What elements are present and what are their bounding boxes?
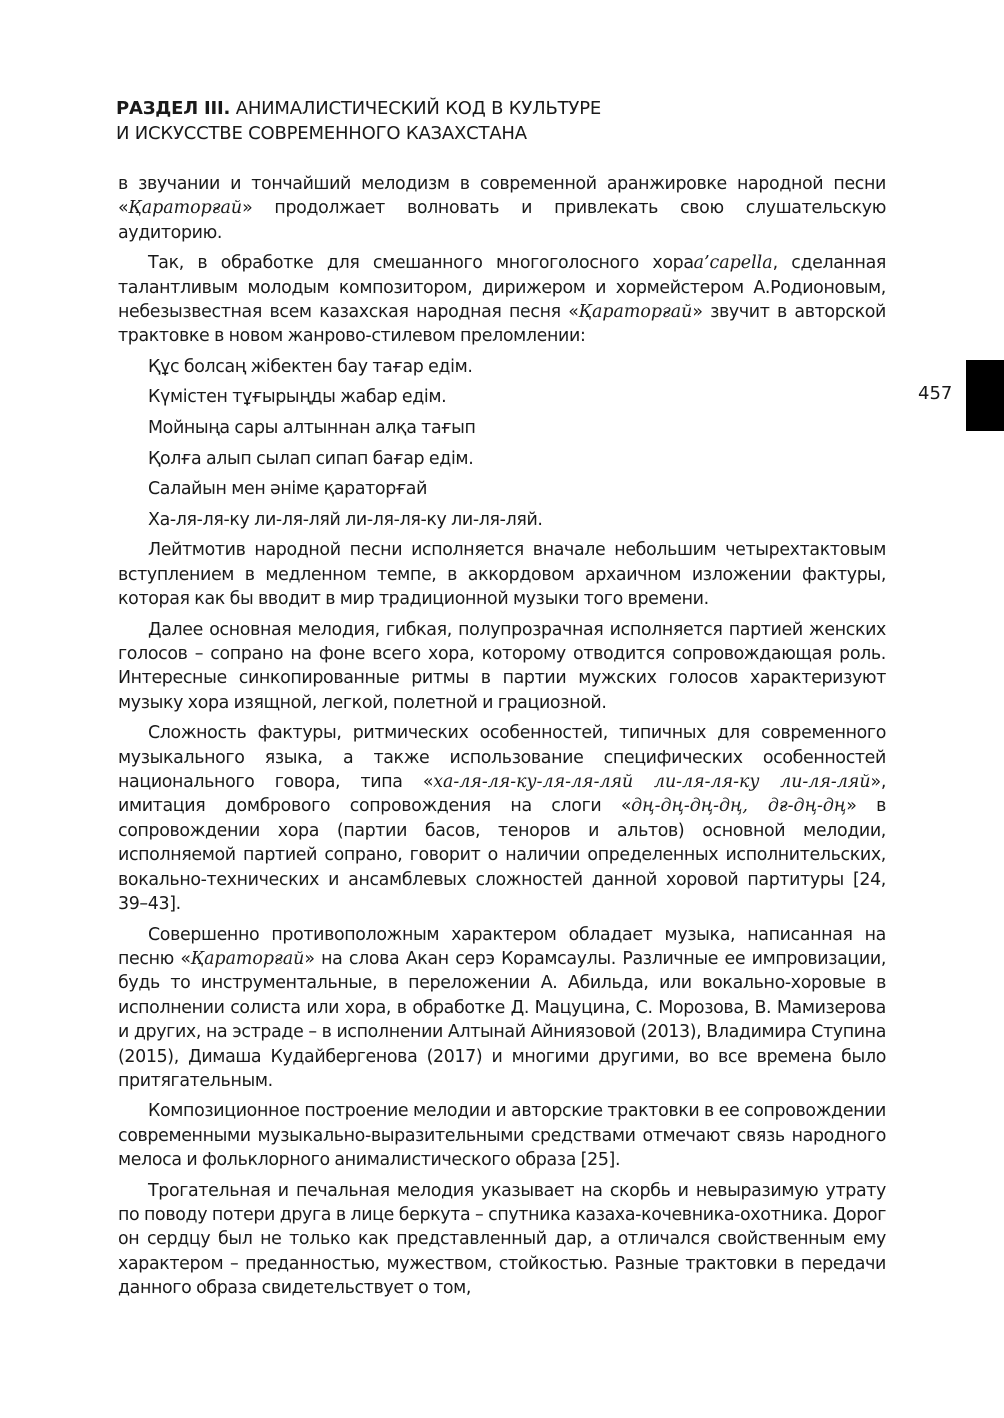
- paragraph-7: Композиционное построение мелодии и авторские трактовки в ее сопровождении современными музыкально-выразительными средствами отмечают связь народного мелоса и фольклорного анималистического образа [25].: [118, 1101, 886, 1171]
- paragraph-4: Далее основная мелодия, гибкая, полупрозрачная исполняется партией женских голосов – сопрано на фоне всего хора, которому отводится сопровождающая роль. Интересные синкопированные ритмы в партии мужских голосов характеризуют музыку хора изящной, легкой, полетной и грациозной.: [118, 619, 886, 713]
- paragraph-5-text-c: » в сопровождении хора (партии басов, теноров и альтов) основной мелодии, исполняемой партией сопрано, говорит о наличии определенных исполнительских, вокально-технических и ансамблевых сложностей данной хоровой партитуры [24, 39–43].: [118, 796, 886, 915]
- header-line-2: И ИСКУССТВЕ СОВРЕМЕННОГО КАЗАХСТАНА: [116, 123, 527, 144]
- syllables-italic: ха-ля-ля-ку-ля-ля-ляй ли-ля-ля-ку ли-ля-ляй: [433, 772, 871, 793]
- paragraph-6-text-b: » на слова Акан серэ Корамсаулы. Различные ее импровизации, будь то инструментальные, в переложении А. Абильда, или вокально-хоровые в исполнении солиста или хора, в обработке Д. Мацуцина, С. Морозова, В. Мамизерова и других, на эстраде – в исполнении Алтынай Айниязовой (2013), Владимира Ступина (2015), Димаша Кудайбергенова (2017) и многими другими, во все времена было притягательным.: [118, 948, 886, 1091]
- running-header: [116, 96, 816, 146]
- section-number: РАЗДЕЛ III.: [116, 98, 231, 119]
- paragraph-6-text-a: Совершенно противоположным характером обладает музыка, написанная на песню «: [118, 924, 886, 969]
- paragraph-8: Трогательная и печальная мелодия указывает на скорбь и невыразимую утрату по поводу потери друга в лице беркута – спутника казаха-кочевника-охотника. Дорог он сердцу был не только как представленный дар, а отличался свойственным ему характером – преданностью, мужеством, стойкостью. Разные трактовки в передачи данного образа свидетельствует о том,: [118, 1180, 886, 1299]
- section-title: АНИМАЛИСТИЧЕСКИЙ КОД В КУЛЬТУРЕ: [230, 98, 602, 119]
- paragraph-6: [118, 923, 886, 1094]
- song-verse: [148, 355, 886, 532]
- verse-line: Мойныңа сары алтыннан алқа тағып: [148, 418, 476, 439]
- page-number: 457: [918, 383, 953, 404]
- verse-line: Құс болсаң жібектен бау тағар едім.: [148, 356, 473, 377]
- page-edge-tab: [966, 360, 1004, 431]
- article-body: [118, 172, 886, 1307]
- paragraph-2-text-a: Так, в обработке для смешанного многоголосного хора: [148, 253, 694, 274]
- verse-line: Күмістен тұғырыңды жабар едім.: [148, 387, 447, 408]
- paragraph-1: [118, 172, 886, 245]
- paragraph-2-text-b: , сделанная талантливым молодым композитором, дирижером и хормейстером А.Родионовым, небезызвестная всем казахская народная песня «: [118, 253, 886, 323]
- paragraph-2-text-c: » звучит в авторской трактовке в новом жанрово-стилевом преломлении:: [118, 302, 886, 347]
- song-title-italic: Қаратоpғай: [578, 302, 693, 323]
- song-title-italic: Қаратоpғай: [128, 198, 243, 219]
- header-line-1: [116, 96, 816, 121]
- verse-line: Салайын мен әніме қараторғай: [148, 479, 428, 500]
- paragraph-2: [118, 251, 886, 349]
- paragraph-5: [118, 721, 886, 916]
- verse-line: Қолға алып сылап сипап бағар едім.: [148, 448, 474, 469]
- paragraph-5-text-b: », имитация домбрового сопровождения на слоги «: [118, 772, 886, 817]
- dombra-syllables-italic: дң-дң-дң-дң, дғ-дң-дң: [631, 796, 847, 817]
- paragraph-1-text-b: » продолжает волновать и привлекать свою слушательскую аудиторию.: [118, 198, 886, 243]
- verse-line: Ха-ля-ля-ку ли-ля-ляй ли-ля-ля-ку ли-ля-ляй.: [148, 509, 543, 530]
- paragraph-3: Лейтмотив народной песни исполняется вначале небольшим четырехтактовым вступлением в медленном темпе, в аккордовом архаичном изложении фактуры, которая как бы вводит в мир традиционной музыки того времени.: [118, 540, 886, 610]
- paragraph-1-text-a: в звучании и тончайший мелодизм в современной аранжировке народной песни «: [118, 174, 886, 219]
- song-title-italic: Қаратоpғай: [190, 948, 305, 969]
- acapella-italic: a’capella: [693, 253, 773, 274]
- paragraph-5-text-a: Сложность фактуры, ритмических особенностей, типичных для современного музыкального языка, а также использование специфических особенностей национального говора, типа «: [118, 723, 886, 793]
